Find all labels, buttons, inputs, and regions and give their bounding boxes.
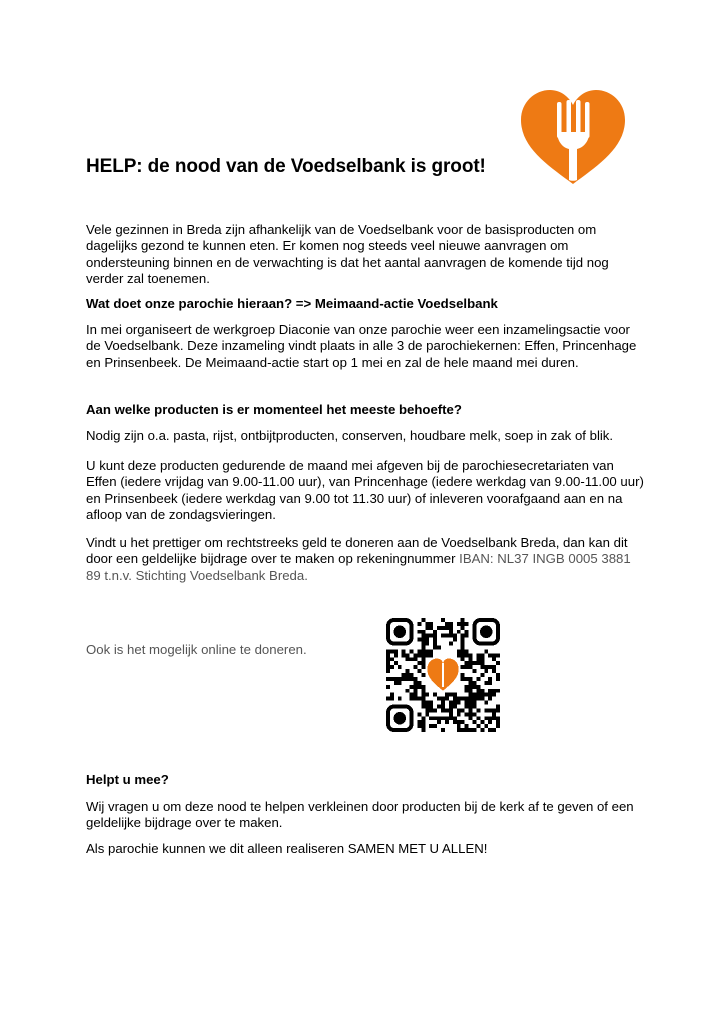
- donation-paragraph: [86, 535, 646, 584]
- dropoff-paragraph: U kunt deze producten gedurende de maand mei afgeven bij de parochiesecretariaten van Effen (iedere vrijdag van 9.00-11.00 uur), van Princenhage (iedere werkdag van 9.00-11.00 uur) en Prinsenbeek (iedere werkdag van 9.00 tot 11.30 uur) of inleveren voorafgaand aan en na afloop van de zondagsvieringen.: [86, 458, 644, 522]
- parish-action-paragraph: In mei organiseert de werkgroep Diaconie van onze parochie weer een inzamelingsactie voor de Voedselbank. Deze inzameling vindt plaats in alle 3 de parochiekernen: Effen, Princenhage en Prinsenbeek. De Meimaand-actie start op 1 mei en zal de hele maand mei duren.: [86, 322, 637, 370]
- iban-text: IBAN: NL37 INGB 0005 3881 89 t.n.v. Stichting Voedselbank Breda.: [86, 551, 631, 583]
- closing-paragraph: Als parochie kunnen we dit alleen realiseren SAMEN MET U ALLEN!: [86, 841, 488, 856]
- donation-text: Vindt u het prettiger om rechtstreeks geld te doneren aan de Voedselbank Breda, dan kan dit door een geldelijke bijdrage over te maken op rekeningnummer: [86, 535, 628, 567]
- help-paragraph: Wij vragen u om deze nood te helpen verkleinen door producten bij de kerk af te geven of een geldelijke bijdrage over te maken.: [86, 799, 634, 831]
- page-title: HELP: de nood van de Voedselbank is groot!: [86, 156, 486, 177]
- section-heading-parish-action: Wat doet onze parochie hieraan? => Meimaand-actie Voedselbank: [86, 296, 498, 311]
- online-donation-text: Ook is het mogelijk online te doneren.: [86, 642, 307, 657]
- donation-qr-code[interactable]: [386, 618, 500, 732]
- voedselbank-heart-fork-logo: [519, 88, 627, 186]
- section-heading-products: Aan welke producten is er momenteel het meeste behoefte?: [86, 402, 462, 417]
- products-paragraph: Nodig zijn o.a. pasta, rijst, ontbijtproducten, conserven, houdbare melk, soep in zak of blik.: [86, 428, 614, 443]
- section-heading-help: Helpt u mee?: [86, 772, 169, 787]
- intro-paragraph: Vele gezinnen in Breda zijn afhankelijk van de Voedselbank voor de basisproducten om dagelijks gezond te kunnen eten. Er komen nog steeds veel nieuwe aanvragen om ondersteuning binnen en de verwachting is dat het aantal aanvragen de komende tijd nog verder zal toenemen.: [86, 222, 609, 286]
